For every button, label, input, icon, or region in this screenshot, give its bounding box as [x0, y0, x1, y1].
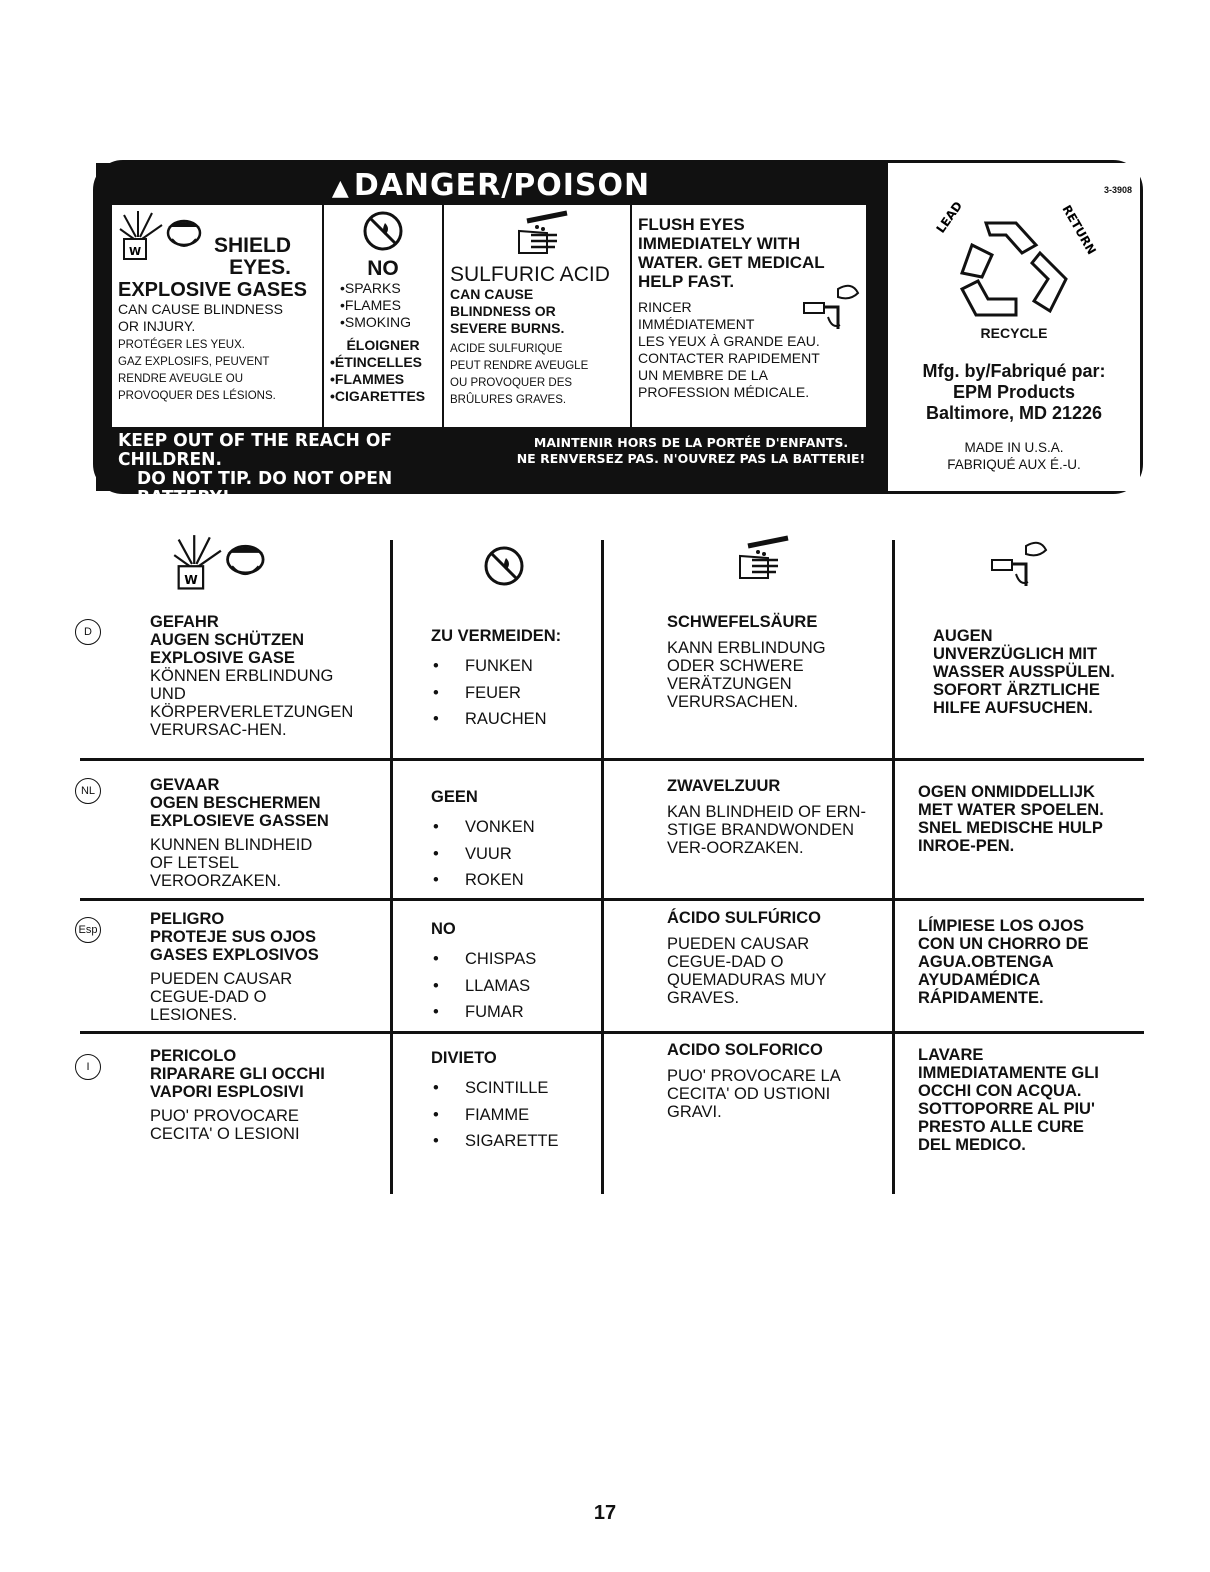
made-in-usa: MADE IN U.S.A. FABRIQUÉ AUX É.-U. — [947, 440, 1081, 472]
explosion-goggles-icon — [118, 209, 208, 265]
label-recycle-section — [888, 163, 1140, 491]
panel-no-flames — [324, 205, 442, 427]
acid-fr-1: ACIDE SULFURIQUE — [450, 343, 563, 355]
acid-fr-4: BRÛLURES GRAVES. — [450, 394, 567, 406]
keep-out-warning: KEEP OUT OF THE REACH OF CHILDREN. DO NOT TIP. DO NOT OPEN BATTERY! — [118, 430, 393, 508]
row-nl-col3: ZWAVELZUUR KAN BLINDHEID OF ERN- STIGE BRANDWONDEN VER-OORZAKEN. — [667, 777, 866, 857]
no-item-smoking: •SMOKING — [340, 314, 412, 330]
manufacturer-info: Mfg. by/Fabriqué par: EPM Products Baltimore, MD 21226 — [922, 361, 1106, 423]
recycle-word-lead: LEAD — [933, 198, 966, 236]
panel-shield-eyes — [112, 205, 322, 427]
row-esp-col4: LÍMPIESE LOS OJOS CON UN CHORRO DE AGUA.OBTENGA AYUDAMÉDICA RÁPIDAMENTE. — [918, 917, 1089, 1007]
row-esp-col3: ÁCIDO SULFÚRICO PUEDEN CAUSAR CEGUE-DAD O QUEMADURAS MUY GRAVES. — [667, 909, 827, 1007]
row-de-col1: GEFAHR AUGEN SCHÜTZEN EXPLOSIVE GASE KÖNNEN ERBLINDUNG UND KÖRPERVERLETZUNGEN VERURSAC-HEN. — [150, 613, 354, 739]
danger-banner: ▲ DANGER/POISON — [331, 168, 651, 203]
label-code: 3-3908 — [1103, 185, 1132, 195]
shield-fr-2: GAZ EXPLOSIFS, PEUVENT — [118, 356, 270, 368]
flush-fr-5: UN MEMBRE DE LA — [638, 367, 768, 383]
shield-fr-3: RENDRE AVEUGLE OU — [118, 373, 244, 385]
sulfuric-acid-title: SULFURIC ACID — [450, 263, 610, 286]
lang-badge-it: I — [75, 1054, 101, 1080]
explosive-gases-title: EXPLOSIVE GASES — [118, 279, 307, 301]
shield-line-1: CAN CAUSE BLINDNESS — [118, 301, 283, 317]
svg-text:W: W — [184, 573, 198, 587]
acid-hand-icon — [497, 209, 577, 259]
flush-fr-2: IMMÉDIATEMENT — [638, 316, 755, 332]
acid-line-1: CAN CAUSE — [450, 286, 534, 302]
panel-flush-eyes — [632, 205, 866, 427]
row-nl-col1: GEVAAR OGEN BESCHERMEN EXPLOSIEVE GASSEN KUNNEN BLINDHEID OF LETSEL VEROORZAKEN. — [150, 776, 329, 890]
eloigner-heading: ÉLOIGNER — [346, 337, 420, 353]
acid-fr-3: OU PROVOQUER DES — [450, 377, 573, 389]
row-nl-col4: OGEN ONMIDDELLIJK MET WATER SPOELEN. SNEL MEDISCHE HULP INROE-PEN. — [918, 783, 1104, 855]
keep-out-warning-fr: MAINTENIR HORS DE LA PORTÉE D'ENFANTS. NE RENVERSEZ PAS. N'OUVREZ PAS LA BATTERIE! — [516, 435, 866, 466]
row-esp-col1: PELIGRO PROTEJE SUS OJOS GASES EXPLOSIVOS PUEDEN CAUSAR CEGUE-DAD O LESIONES. — [150, 910, 319, 1024]
panel-sulfuric-acid — [444, 205, 630, 427]
row-it-col2: DIVIETO • SCINTILLE • FIAMME • SIGARETTE — [431, 1049, 559, 1155]
explosion-goggles-icon — [172, 532, 272, 596]
acid-hand-icon — [718, 534, 798, 584]
row-it-col3: ACIDO SOLFORICO PUO' PROVOCARE LA CECITA' OD USTIONI GRAVI. — [667, 1041, 841, 1121]
lang-badge-de: D — [75, 619, 101, 645]
row-it-col1: PERICOLO RIPARARE GLI OCCHI VAPORI ESPLOSIVI PUO' PROVOCARE CECITA' O LESIONI — [150, 1047, 325, 1143]
eyewash-faucet-icon — [798, 279, 862, 333]
warning-label — [93, 160, 1143, 508]
flush-fr-6: PROFESSION MÉDICALE. — [638, 384, 810, 400]
lang-badge-nl: NL — [75, 778, 101, 804]
row-esp-col2: NO • CHISPAS • LLAMAS • FUMAR — [431, 920, 536, 1026]
shield-line-2: OR INJURY. — [118, 318, 196, 334]
eyewash-faucet-icon — [986, 528, 1050, 598]
no-smoking-icon — [482, 544, 526, 588]
row-de-col2: ZU VERMEIDEN: • FUNKEN • FEUER • RAUCHEN — [431, 627, 561, 733]
fr-item-cigarettes: •CIGARETTES — [330, 388, 426, 404]
shield-fr-4: PROVOQUER DES LÉSIONS. — [118, 390, 276, 402]
lang-badge-esp: Esp — [75, 917, 101, 943]
svg-text:W: W — [129, 245, 142, 258]
flush-fr-3: LES YEUX À GRANDE EAU. — [638, 333, 820, 349]
row-it-col4: LAVARE IMMEDIATAMENTE GLI OCCHI CON ACQUA. SOTTOPORRE AL PIU' PRESTO ALLE CURE DEL MEDICO. — [918, 1046, 1099, 1154]
flush-fr-1: RINCER — [638, 299, 692, 315]
recycle-label: RECYCLE — [980, 325, 1048, 341]
shield-fr-1: PROTÉGER LES YEUX. — [118, 339, 245, 351]
row-de-col4: AUGEN UNVERZÜGLICH MIT WASSER AUSSPÜLEN. SOFORT ÄRZTLICHE HILFE AUFSUCHEN. — [933, 627, 1115, 717]
acid-fr-2: PEUT RENDRE AVEUGLE — [450, 360, 589, 372]
recycle-word-return: RETURN — [1059, 202, 1099, 257]
flush-line-4: HELP FAST. — [638, 272, 735, 291]
no-item-sparks: •SPARKS — [340, 280, 401, 296]
flush-line-2: IMMEDIATELY WITH — [638, 234, 801, 253]
row-de-col3: SCHWEFELSÄURE KANN ERBLINDUNG ODER SCHWERE VERÄTZUNGEN VERURSACHEN. — [667, 613, 826, 711]
no-item-flames: •FLAMES — [340, 297, 401, 313]
fr-item-etincelles: •ÉTINCELLES — [330, 354, 423, 370]
warning-triangle-icon: ▲ — [331, 176, 350, 201]
no-heading: NO — [367, 257, 399, 280]
flush-line-3: WATER. GET MEDICAL — [638, 253, 825, 272]
shield-eyes-text: SHIELD EYES. — [214, 234, 292, 279]
flush-line-1: FLUSH EYES — [638, 215, 745, 234]
no-smoking-icon — [361, 209, 405, 253]
page-number: 17 — [593, 1502, 617, 1524]
recycle-arrows-icon — [926, 193, 1106, 333]
row-nl-col2: GEEN • VONKEN • VUUR • ROKEN — [431, 788, 535, 894]
acid-line-2: BLINDNESS OR — [450, 303, 556, 319]
acid-line-3: SEVERE BURNS. — [450, 320, 565, 336]
flush-fr-4: CONTACTER RAPIDEMENT — [638, 350, 820, 366]
label-warning-section — [96, 163, 886, 508]
fr-item-flammes: •FLAMMES — [330, 371, 405, 387]
